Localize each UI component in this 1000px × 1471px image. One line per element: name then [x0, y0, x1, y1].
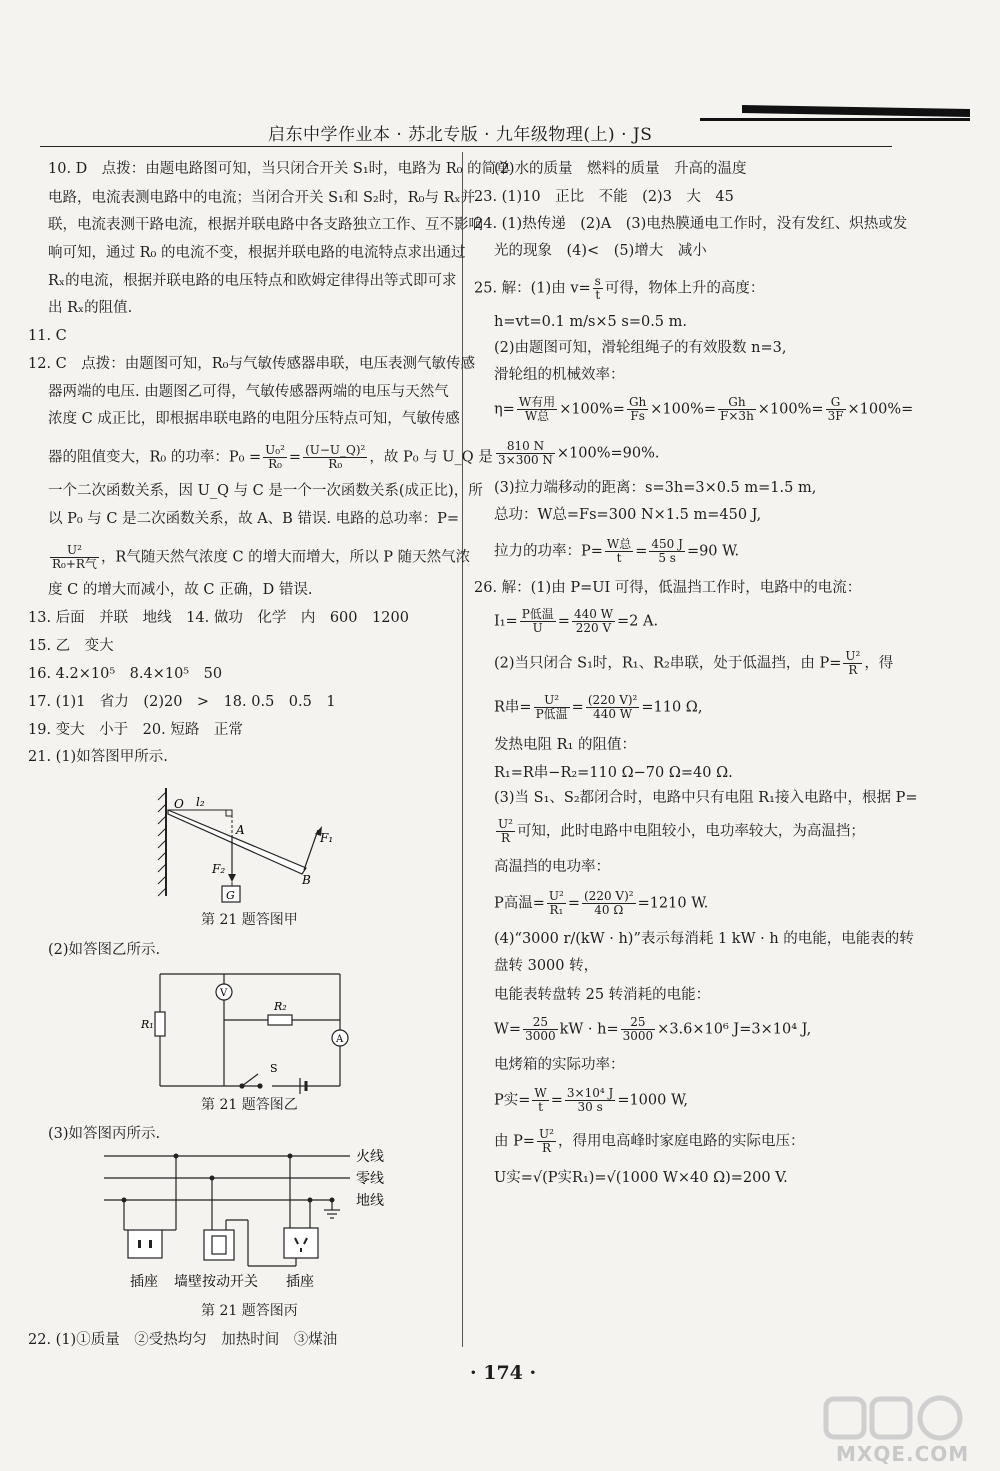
q10-line-6: 出 Rₓ的阻值.	[48, 300, 133, 316]
r-line-2: 23. (1)10 正比 不能 (2)3 大 45	[474, 189, 734, 205]
i1-f2-num: 440 W	[573, 607, 613, 621]
eta-op-2: ×100%=	[650, 401, 717, 418]
wall-hatch	[158, 792, 166, 896]
r-line-20: (3)当 S₁、S₂都闭合时，电路中只有电阻 R₁接入电路中，根据 P=	[494, 790, 918, 806]
q12-line-4: 器的阻值变大，R₀ 的功率：P₀ = $\frac{\text{U₀²}}{\text{R₀}}$ = $\frac{\text{(U−U\_Q)²}}{\text{R₀}}$ ，故 P₀ 与 U_Q 是	[48, 443, 493, 471]
power-result: =90 W.	[686, 543, 740, 560]
p-high-label: P高温=	[494, 895, 545, 912]
i1-result: =2 A.	[617, 613, 659, 630]
q26-2-text: (2)当只闭合 S₁时，R₁、R₂串联，处于低温挡，由 P=	[494, 655, 842, 672]
i1-f2	[572, 608, 615, 635]
q26-3-frac	[496, 818, 515, 845]
i1-f1-den: U	[532, 621, 543, 635]
p-high-f1-num: U²	[548, 889, 564, 903]
w-f1-num: 25	[523, 1016, 558, 1030]
q26-3-frac-den: R	[500, 831, 510, 845]
i1-eq: =	[557, 613, 570, 630]
q21-part1: 21. (1)如答图甲所示.	[28, 749, 168, 765]
socket-2-box	[284, 1228, 318, 1258]
r-series-f2-den: 440 W	[593, 707, 633, 721]
f1-label: F₁	[320, 831, 334, 845]
q10-line-5: Rₓ的电流，根据并联电路的电压特点和欧姆定律得出等式即可求	[48, 273, 457, 289]
q25-intro: 25. 解：(1)由 v=	[474, 280, 591, 297]
q12-f1-num: U₀²	[265, 443, 285, 457]
r-line-10	[494, 440, 660, 467]
r-series-f2-num: (220 V)²	[587, 693, 638, 707]
r-line-29	[494, 1087, 688, 1114]
r2-label: R₂	[274, 1000, 287, 1013]
q10-line-3: 联，电流表测干路电流，根据并联电路中各支路独立工作、互不影响	[48, 217, 483, 233]
r-line-27	[494, 1016, 811, 1043]
socket-1-box	[128, 1230, 162, 1258]
eta-label: η=	[494, 401, 515, 418]
eta-f1-den: W总	[524, 409, 550, 423]
figure-bing-wiring	[100, 1148, 400, 1298]
r-line-31: U实=√(P实R₁)=√(1000 W×40 Ω)=200 V.	[494, 1170, 788, 1186]
header-decor-bar-thin	[700, 118, 970, 121]
p-real-f1-den: t	[538, 1100, 543, 1114]
eta-f5	[496, 440, 555, 467]
power-f1	[605, 538, 633, 565]
eta-f2-num: Gh	[628, 395, 647, 409]
eta-f1	[517, 396, 557, 423]
wall-switch-label: 墙壁按动开关	[174, 1274, 258, 1290]
r-series-label: R串=	[494, 699, 532, 716]
figure-jia-lever	[140, 778, 360, 908]
header-decor-bar	[742, 105, 970, 117]
right-angle-mark	[226, 810, 232, 816]
q12-f2-num: (U−U_Q)²	[305, 443, 366, 457]
p-real-f2-num: 3×10⁴ J	[566, 1086, 614, 1100]
q12-line-5: 一个二次函数关系，因 U_Q 与 C 是一个一次函数关系(成正比)，所	[48, 483, 483, 499]
q21-part3: (3)如答图丙所示.	[48, 1126, 161, 1142]
g-label: G	[226, 889, 235, 902]
q25-frac-v-num: s	[594, 274, 601, 288]
page-header-title: 启东中学作业本 · 苏北专版 · 九年级物理(上) · JS	[268, 125, 653, 145]
q13-14-answer: 13. 后面 并联 地线 14. 做功 化学 内 600 1200	[28, 610, 409, 626]
r-line-4: 光的现象 (4)< (5)增大 减小	[494, 243, 707, 259]
eta-f4-num: G	[826, 396, 846, 410]
q21-part2: (2)如答图乙所示.	[48, 942, 161, 958]
q12-line-4-tail: ，故 P₀ 与 U_Q 是	[369, 449, 493, 466]
r-line-7: (2)由题图可知，滑轮组绳子的有效股数 n=3,	[494, 340, 787, 356]
r-line-1: (2)水的质量 燃料的质量 升高的温度	[494, 161, 747, 177]
r-line-9	[494, 396, 913, 423]
q12-fraction-3	[50, 544, 99, 571]
w-unit: kW · h=	[559, 1021, 619, 1038]
q12-line-1: 12. C 点拨：由题图可知，R₀与气敏传感器串联，电压表测气敏传感	[28, 356, 475, 372]
q12-f3-den: R₀+R气	[52, 557, 97, 571]
point-b-label: B	[302, 873, 311, 887]
r-series-f1-den: P低温	[535, 707, 568, 721]
p-real-f2	[565, 1087, 615, 1114]
ground-wire-label: 地线	[356, 1193, 384, 1209]
p-real-result: =1000 W,	[617, 1092, 688, 1109]
r-line-11: (3)拉力端移动的距离：s=3h=3×0.5 m=1.5 m,	[494, 480, 817, 496]
w-f1-den: 3000	[525, 1029, 556, 1043]
q26-4-tail: ，得用电高峰时家庭电路的实际电压：	[557, 1133, 805, 1150]
q11-answer: 11. C	[28, 328, 67, 344]
r-series-f2	[586, 694, 640, 721]
eta-f3	[718, 396, 756, 423]
q12-fraction-2	[303, 444, 367, 471]
r-line-23	[494, 890, 708, 917]
q10-line-4: 响可知，通过 R₀ 的电流不变，根据并联电路的电流特点求出通过	[48, 245, 466, 261]
resistor-r1	[155, 1012, 165, 1036]
eta-f4	[826, 396, 846, 423]
q26-4-text: 由 P=	[494, 1133, 536, 1150]
r1-label: R₁	[141, 1018, 154, 1031]
figure-bing-caption: 第 21 题答图丙	[201, 1303, 298, 1319]
r-line-15	[494, 608, 658, 635]
q10-line-1: 10. D 点拨：由题电路图可知，当只闭合开关 S₁时，电路为 R₀ 的简单	[48, 161, 511, 177]
q26-2-frac	[843, 650, 862, 677]
eta-f5-num: 810 N	[496, 440, 555, 454]
ammeter-label: A	[336, 1034, 344, 1045]
r-line-12: 总功：W总=Fs=300 N×1.5 m=450 J,	[494, 507, 762, 523]
p-high-f1-den: R₁	[549, 903, 564, 917]
voltmeter-label: V	[220, 988, 228, 999]
r-line-6: h=vt=0.1 m/s×5 s=0.5 m.	[494, 314, 688, 330]
p-real-label: P实=	[494, 1092, 531, 1109]
figure-jia-caption: 第 21 题答图甲	[201, 912, 298, 928]
r-line-21	[494, 818, 865, 845]
lever-bar	[168, 810, 306, 874]
q12-fraction-1	[263, 444, 287, 471]
power-f2-num: 450 J	[651, 537, 683, 551]
eta-result: ×100%=90%.	[556, 445, 660, 462]
r-line-17	[494, 694, 702, 721]
p-high-f2	[582, 890, 636, 917]
i1-f1-num: P低温	[521, 607, 554, 621]
q26-2-frac-den: R	[848, 663, 858, 677]
power-f2-den: 5 s	[658, 551, 676, 565]
f1-arrow-line	[304, 830, 318, 870]
eta-f3-den: F×3h	[720, 409, 754, 423]
r-line-26: 电能表转盘转 25 转消耗的电能：	[494, 987, 711, 1003]
q12-line-7-text: ，R气随天然气浓度 C 的增大而增大，所以 P 随天然气浓	[100, 549, 471, 566]
r-line-30	[494, 1128, 804, 1155]
power-f1-num: W总	[606, 537, 632, 551]
zero-wire-label: 零线	[356, 1171, 384, 1187]
resistor-r2	[268, 1015, 292, 1025]
q26-2-frac-num: U²	[845, 649, 861, 663]
l2-label: l₂	[196, 795, 205, 809]
r-line-3: 24. (1)热传递 (2)A (3)电热膜通电工作时，没有发红、炽热或发	[474, 216, 908, 232]
p-high-result: =1210 W.	[637, 895, 709, 912]
q15-answer: 15. 乙 变大	[28, 638, 114, 654]
q12-line-4-text: 器的阻值变大，R₀ 的功率：	[48, 449, 229, 466]
q12-line-6: 以 P₀ 与 C 是二次函数关系，故 A、B 错误. 电路的总功率：P=	[48, 511, 460, 527]
q26-3-frac-num: U²	[498, 817, 513, 831]
p-high-f2-num: (220 V)²	[584, 889, 634, 903]
power-f2	[649, 538, 685, 565]
header-rule	[40, 146, 892, 147]
eta-f1-num: W有用	[518, 395, 556, 409]
eta-op-3: ×100%=	[757, 401, 824, 418]
eta-f2	[627, 396, 648, 423]
i1-f1	[520, 608, 556, 635]
eta-f5-den: 3×300 N	[498, 453, 553, 467]
r-series-eq: =	[571, 699, 584, 716]
switch-s	[224, 1062, 262, 1088]
eta-f3-num: Gh	[718, 396, 756, 410]
p-high-eq: =	[567, 895, 580, 912]
column-divider	[462, 152, 463, 1347]
q22-answer: 22. (1)①质量 ②受热均匀 加热时间 ③煤油	[28, 1332, 338, 1348]
w-f1	[523, 1016, 558, 1043]
fire-wire-label: 火线	[356, 1149, 384, 1165]
power-label: 拉力的功率：P=	[494, 543, 603, 560]
r-line-14: 26. 解：(1)由 P=UI 可得，低温挡工作时，电路中的电流：	[474, 580, 862, 596]
q12-f1-den: R₀	[268, 457, 282, 471]
wall-switch-button	[212, 1236, 226, 1254]
q26-4-frac	[537, 1128, 556, 1155]
q12-line-8: 度 C 的增大而减小，故 C 正确，D 错误.	[48, 582, 313, 598]
r-line-22: 高温挡的电功率：	[494, 859, 610, 875]
w-label: W=	[494, 1021, 522, 1038]
w-f2-num: 25	[621, 1016, 656, 1030]
q10-line-2: 电路，电流表测电路中的电流；当闭合开关 S₁和 S₂时，R₀与 Rₓ并	[48, 190, 476, 206]
power-eq: =	[635, 543, 648, 560]
q12-f2-den: R₀	[328, 457, 343, 471]
i1-f2-den: 220 V	[575, 621, 612, 635]
r-line-8: 滑轮组的机械效率：	[494, 367, 625, 383]
r-line-19: R₁=R串−R₂=110 Ω−70 Ω=40 Ω.	[494, 765, 733, 781]
socket-1-label: 插座	[130, 1274, 158, 1290]
eta-f4-den: 3F	[827, 409, 844, 423]
p-real-f1-num: W	[534, 1086, 547, 1100]
eta-op-1: ×100%=	[559, 401, 625, 418]
power-f1-den: t	[616, 551, 622, 565]
r-line-28: 电烤箱的实际功率：	[494, 1057, 625, 1073]
point-a-label: A	[236, 823, 245, 837]
q25-frac-v	[593, 275, 603, 302]
q12-p0-label: P₀ =	[228, 449, 262, 466]
p-real-eq: =	[550, 1092, 563, 1109]
r-line-24: (4)“3000 r/(kW · h)”表示每消耗 1 kW · h 的电能，电能表的转	[494, 931, 914, 947]
eta-f2-den: Fs	[630, 409, 645, 423]
i1-label: I₁=	[494, 613, 518, 630]
f2-arrow-head	[228, 874, 236, 882]
q19-20-answer: 19. 变大 小于 20. 短路 正常	[28, 722, 243, 738]
q12-line-7	[48, 544, 470, 571]
q26-3-text: 可知，此时电路中电阻较小，电功率较大，为高温挡；	[516, 823, 865, 840]
switch-label: S	[270, 1062, 278, 1075]
page-number: · 174 ·	[470, 1362, 537, 1384]
r-line-5	[474, 275, 764, 302]
r-line-25: 盘转 3000 转，	[494, 958, 599, 974]
q12-line-2: 器两端的电压. 由题图乙可得，气敏传感器两端的电压与天然气	[48, 384, 449, 400]
eta-op-4: ×100%=	[847, 401, 914, 418]
q12-f3-num: U²	[50, 544, 99, 558]
q26-4-frac-den: R	[541, 1141, 551, 1155]
w-f2	[621, 1016, 656, 1043]
r-line-16	[494, 650, 893, 677]
figure-yi-circuit	[140, 968, 360, 1098]
r-series-f1	[534, 694, 570, 721]
socket-2-label: 插座	[286, 1274, 314, 1290]
q25-frac-v-den: t	[595, 288, 601, 302]
figure-yi-caption: 第 21 题答图乙	[201, 1097, 298, 1113]
q26-4-frac-num: U²	[539, 1127, 554, 1141]
p-real-f2-den: 30 s	[577, 1100, 603, 1114]
q17-18-answer: 17. (1)1 省力 (2)20 > 18. 0.5 0.5 1	[28, 694, 336, 710]
p-high-f2-den: 40 Ω	[594, 903, 624, 917]
r-series-result: =110 Ω,	[641, 699, 703, 716]
q12-line-3: 浓度 C 成正比，即根据串联电路的电阻分压特点可知，气敏传感	[48, 411, 460, 427]
r-line-18: 发热电阻 R₁ 的阻值：	[494, 737, 636, 753]
f2-label: F₂	[212, 862, 226, 876]
q16-answer: 16. 4.2×10⁵ 8.4×10⁵ 50	[28, 666, 223, 682]
r-line-13	[494, 538, 739, 565]
point-o-label: O	[174, 797, 184, 811]
q25-intro-tail: 可得，物体上升的高度：	[604, 280, 765, 297]
watermark-text: MXQE.COM	[836, 1442, 970, 1466]
w-f2-den: 3000	[622, 1029, 654, 1043]
q26-2-tail: ，得	[864, 655, 894, 672]
p-real-f1	[532, 1087, 548, 1114]
r-series-f1-num: U²	[534, 694, 570, 708]
p-high-f1	[547, 890, 566, 917]
w-result: ×3.6×10⁶ J=3×10⁴ J,	[657, 1021, 812, 1038]
